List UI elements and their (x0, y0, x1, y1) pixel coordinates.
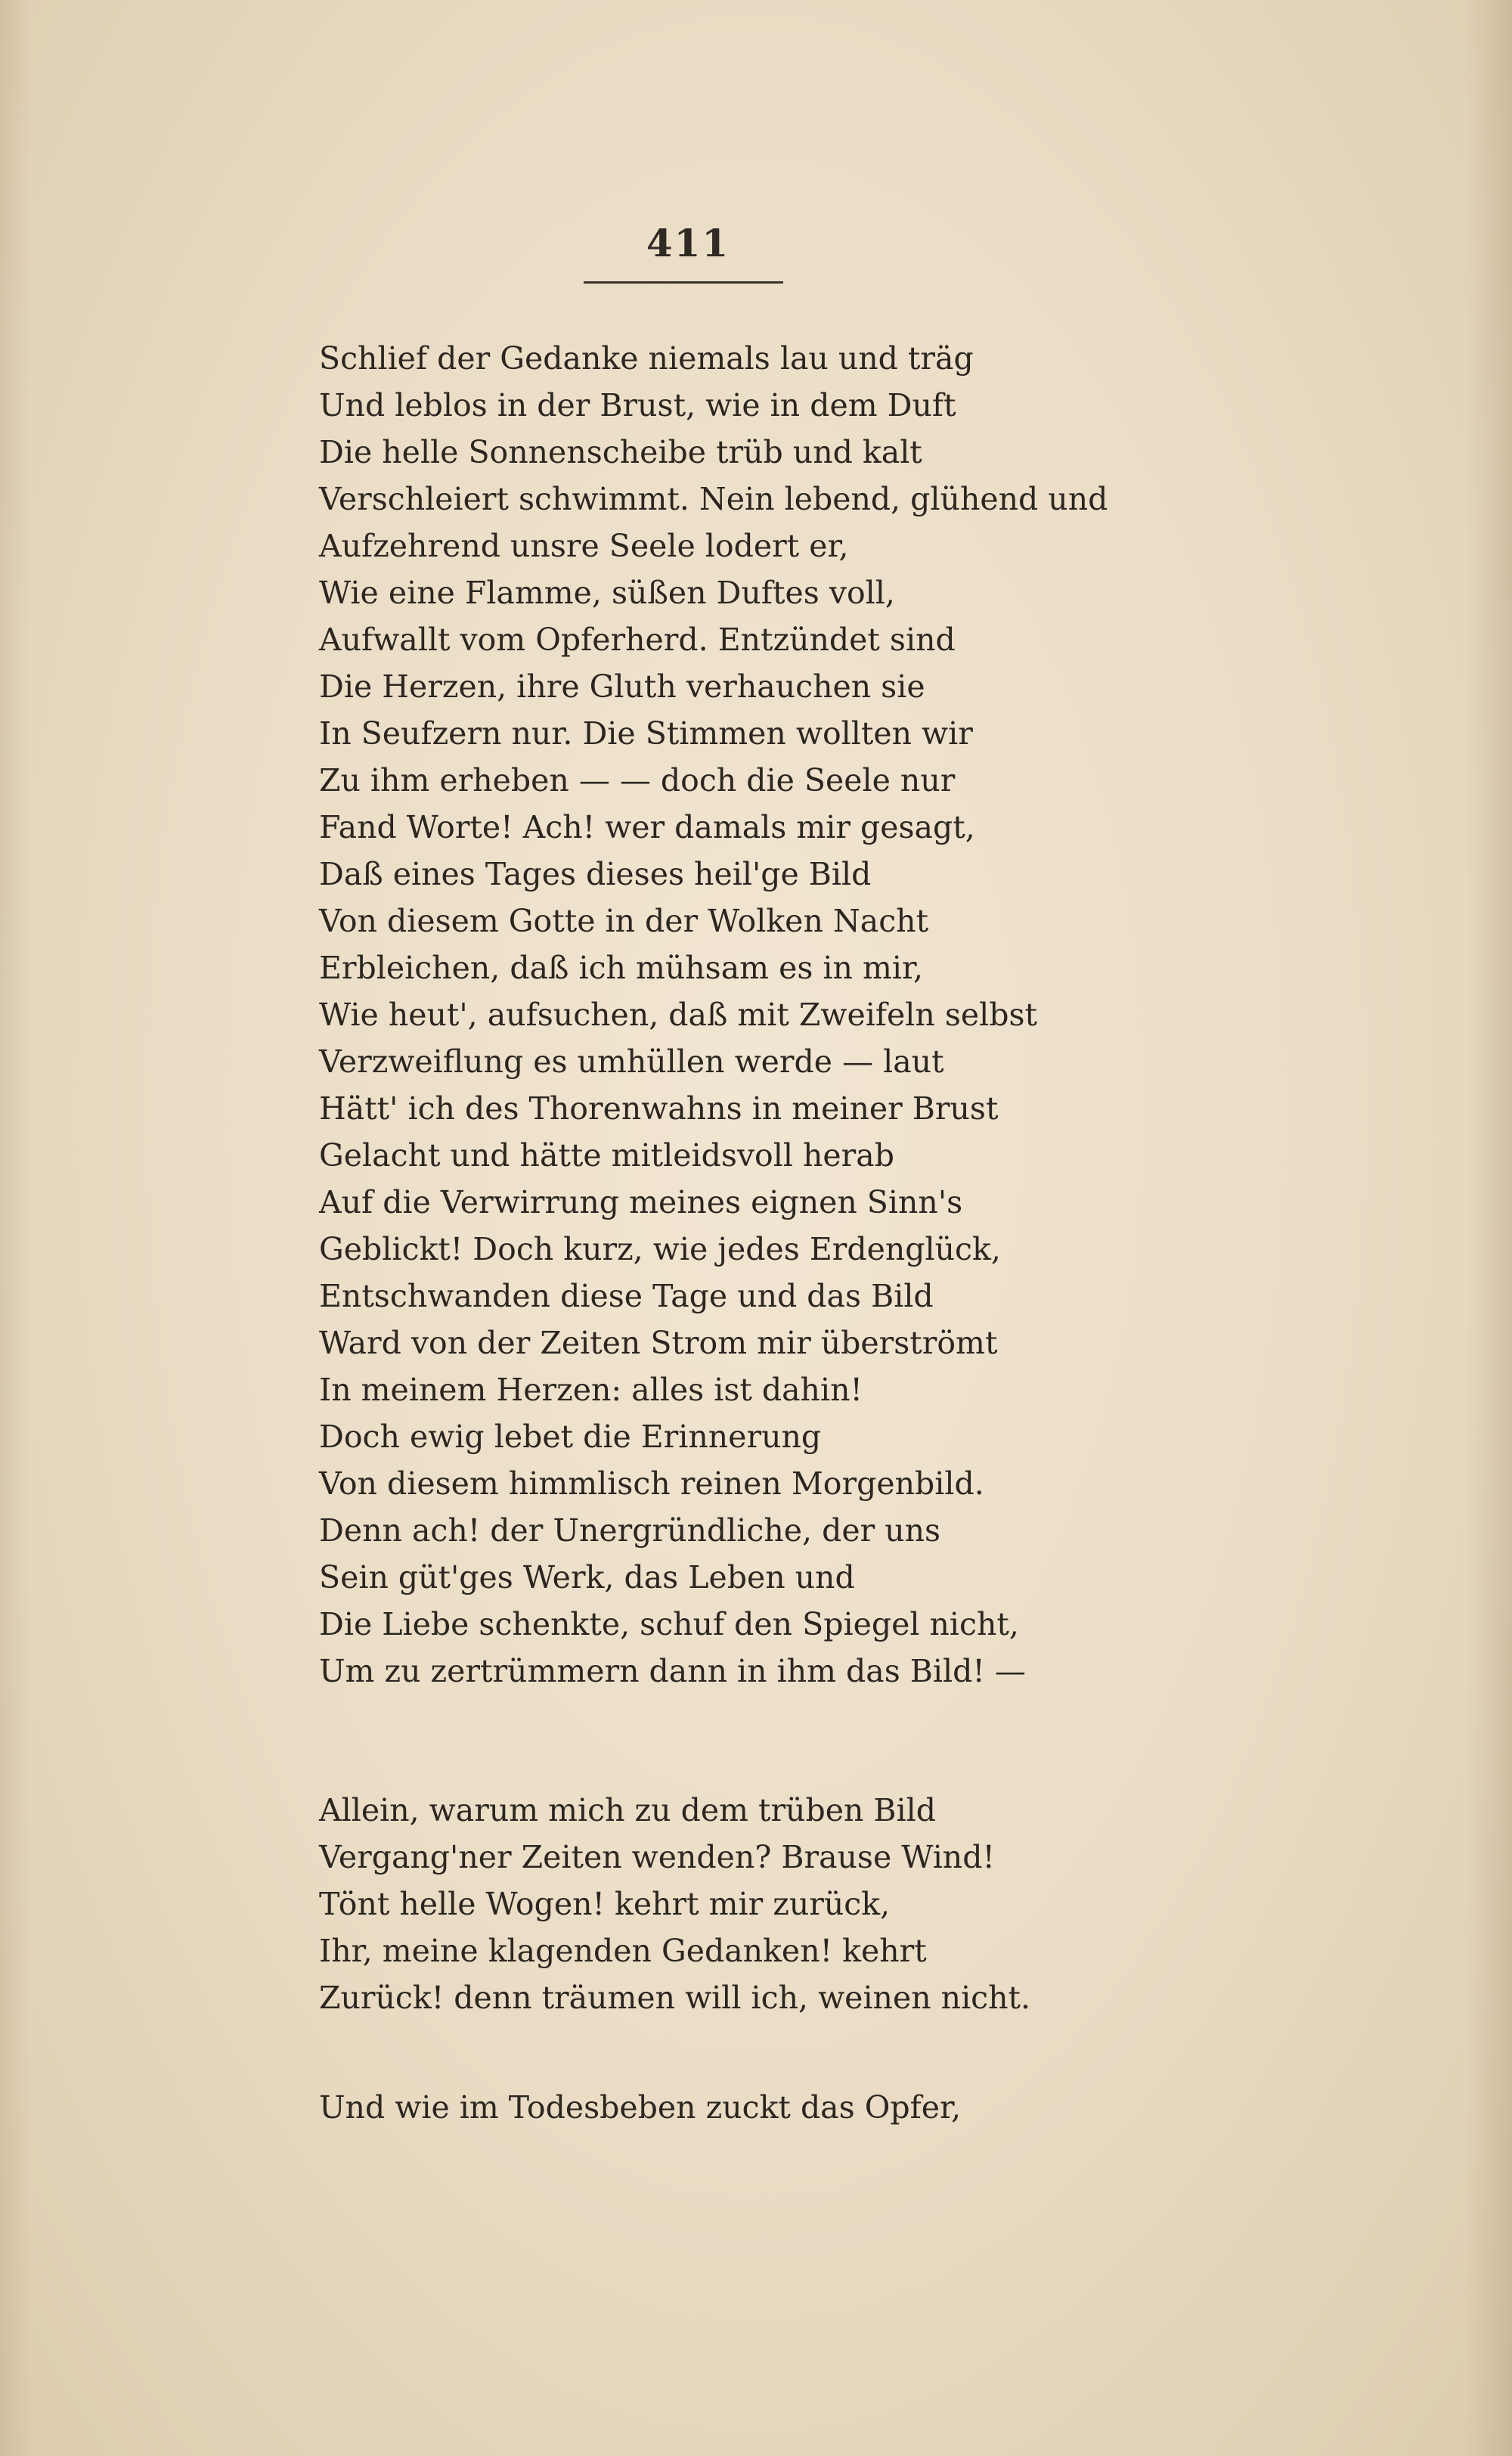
verse-line: Entschwanden diese Tage und das Bild (319, 1278, 934, 1314)
verse-line: Und wie im Todesbeben zuckt das Opfer, (319, 2089, 962, 2126)
verse-line: Geblickt! Doch kurz, wie jedes Erdenglück, (319, 1231, 1001, 1267)
page-shadow-left (0, 0, 30, 2456)
verse-line: Allein, warum mich zu dem trüben Bild (319, 1792, 937, 1828)
verse-line: Fand Worte! Ach! wer damals mir gesagt, (319, 809, 975, 845)
verse-line: Aufwallt vom Opferherd. Entzündet sind (319, 622, 956, 658)
verse-line: Verschleiert schwimmt. Nein lebend, glühend und (319, 481, 1108, 517)
verse-line: Verzweiflung es umhüllen werde — laut (319, 1043, 944, 1080)
verse-line: Zurück! denn träumen will ich, weinen nicht. (319, 1980, 1031, 2016)
verse-line: Aufzehrend unsre Seele lodert er, (319, 528, 849, 564)
verse-line: Wie heut', aufsuchen, daß mit Zweifeln selbst (319, 997, 1038, 1033)
verse-line: Die Herzen, ihre Gluth verhauchen sie (319, 668, 925, 705)
verse-line: Hätt' ich des Thorenwahns in meiner Brust (319, 1090, 999, 1127)
verse-line: Vergang'ner Zeiten wenden? Brause Wind! (319, 1839, 995, 1875)
verse-line: Denn ach! der Unergründliche, der uns (319, 1512, 941, 1549)
page-shadow-right (1467, 0, 1512, 2456)
verse-line: Doch ewig lebet die Erinnerung (319, 1419, 822, 1455)
page-number: 411 (646, 221, 730, 265)
verse-line: Von diesem himmlisch reinen Morgenbild. (319, 1465, 984, 1502)
verse-line: Gelacht und hätte mitleidsvoll herab (319, 1137, 894, 1174)
verse-line: Ward von der Zeiten Strom mir überströmt (319, 1325, 998, 1361)
verse-line: Die helle Sonnenscheibe trüb und kalt (319, 434, 922, 470)
verse-line: In meinem Herzen: alles ist dahin! (319, 1372, 863, 1408)
verse-line: Ihr, meine klagenden Gedanken! kehrt (319, 1933, 927, 1969)
verse-line: Sein güt'ges Werk, das Leben und (319, 1559, 855, 1595)
verse-line: Um zu zertrümmern dann in ihm das Bild! — (319, 1653, 1026, 1689)
verse-line: Wie eine Flamme, süßen Duftes voll, (319, 575, 895, 611)
verse-line: Tönt helle Wogen! kehrt mir zurück, (319, 1886, 891, 1922)
verse-line: Erbleichen, daß ich mühsam es in mir, (319, 950, 924, 986)
verse-line: Auf die Verwirrung meines eignen Sinn's (319, 1184, 963, 1220)
verse-line: Von diesem Gotte in der Wolken Nacht (319, 903, 929, 939)
verse-line: Daß eines Tages dieses heil'ge Bild (319, 856, 872, 892)
verse-line: Und leblos in der Brust, wie in dem Duft (319, 387, 956, 423)
verse-line: In Seufzern nur. Die Stimmen wollten wir (319, 715, 973, 752)
verse-line: Schlief der Gedanke niemals lau und träg (319, 340, 974, 377)
header-rule (584, 281, 783, 284)
verse-line: Zu ihm erheben — — doch die Seele nur (319, 762, 956, 799)
verse-line: Die Liebe schenkte, schuf den Spiegel nicht, (319, 1606, 1019, 1642)
